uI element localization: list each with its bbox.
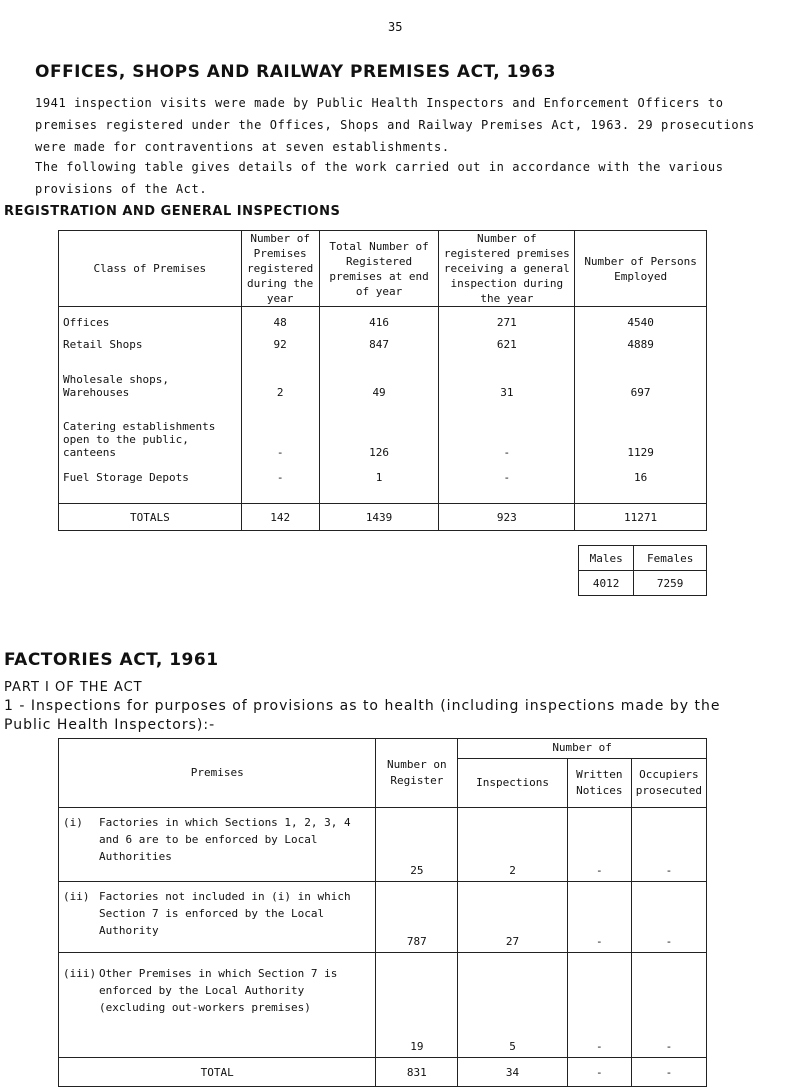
registered-cell: - — [241, 459, 319, 504]
table-row — [59, 399, 707, 459]
table-row — [59, 882, 707, 953]
factories-table — [58, 738, 707, 1087]
header-inspections: Inspections — [458, 758, 568, 807]
totals-prosecuted: - — [631, 1058, 706, 1087]
notices-cell: - — [567, 882, 631, 953]
total-cell: 416 — [319, 307, 439, 334]
header-employed: Number of Persons Employed — [575, 231, 707, 307]
registered-cell: 92 — [241, 333, 319, 355]
class-cell: Retail Shops — [59, 333, 242, 355]
employed-cell: 697 — [575, 355, 707, 399]
gender-table — [578, 545, 707, 596]
header-total-registered: Total Number of Registered premises at end of year — [319, 231, 439, 307]
totals-employed: 11271 — [575, 504, 707, 531]
females-value: 7259 — [634, 571, 707, 596]
inspection-cell: - — [439, 399, 575, 459]
heading-registration: REGISTRATION AND GENERAL INSPECTIONS — [4, 204, 341, 219]
males-value: 4012 — [579, 571, 634, 596]
prosecuted-cell: - — [631, 882, 706, 953]
employed-cell: 16 — [575, 459, 707, 504]
total-cell: 126 — [319, 399, 439, 459]
item-label: (iii) — [63, 967, 97, 980]
notices-cell: - — [567, 953, 631, 1058]
class-cell: Fuel Storage Depots — [59, 459, 242, 504]
totals-label: TOTALS — [59, 504, 242, 531]
registered-cell: 48 — [241, 307, 319, 334]
inspection-cell: 621 — [439, 333, 575, 355]
paragraph-inspection-visits: 1941 inspection visits were made by Public Health Inspectors and Enforcement Officers to premises registered under the Offices, Shops and Railway Premises Act, 1963. 29 prosecutions were made for contraventions at seven establishments. — [35, 96, 755, 154]
employed-cell: 4889 — [575, 333, 707, 355]
header-premises: Premises — [59, 739, 376, 808]
females-label: Females — [634, 546, 707, 571]
paragraph-following-table: The following table gives details of the work carried out in accordance with the various provisions of the Act. — [35, 160, 724, 196]
table-row — [59, 459, 707, 504]
inspections-intro: 1 - Inspections for purposes of provisions as to health (including inspections made by the Public Health Inspectors):- — [4, 698, 721, 733]
totals-row — [59, 504, 707, 531]
inspection-cell: 31 — [439, 355, 575, 399]
totals-registered: 142 — [241, 504, 319, 531]
item-text: Factories not included in (i) in which Section 7 is enforced by the Local Authority — [99, 890, 351, 937]
item-text: Other Premises in which Section 7 is enforced by the Local Authority (excluding out-workers premises) — [99, 967, 338, 1014]
header-registered-during: Number of Premises registered during the year — [241, 231, 319, 307]
totals-notices: - — [567, 1058, 631, 1087]
header-prosecuted: Occupiers prosecuted — [631, 758, 706, 807]
register-cell: 25 — [376, 808, 458, 882]
premises-cell — [59, 953, 376, 1058]
class-cell: Catering establishments open to the public, canteens — [59, 399, 242, 459]
inspection-cell: 271 — [439, 307, 575, 334]
totals-total: 1439 — [319, 504, 439, 531]
item-label: (ii) — [63, 890, 90, 903]
prosecuted-cell: - — [631, 953, 706, 1058]
item-text: Factories in which Sections 1, 2, 3, 4 and 6 are to be enforced by Local Authorities — [99, 816, 351, 863]
table-row — [59, 808, 707, 882]
inspections-cell: 27 — [458, 882, 568, 953]
header-class: Class of Premises — [59, 231, 242, 307]
total-cell: 49 — [319, 355, 439, 399]
inspections-cell: 5 — [458, 953, 568, 1058]
totals-row — [59, 1058, 707, 1087]
totals-register: 831 — [376, 1058, 458, 1087]
totals-inspections: 34 — [458, 1058, 568, 1087]
register-cell: 787 — [376, 882, 458, 953]
class-cell: Offices — [59, 307, 242, 334]
heading-offices-act: OFFICES, SHOPS AND RAILWAY PREMISES ACT, 1963 — [35, 62, 556, 82]
registration-table — [58, 230, 707, 531]
employed-cell: 4540 — [575, 307, 707, 334]
totals-inspection: 923 — [439, 504, 575, 531]
table-row — [59, 307, 707, 334]
header-number-of: Number of — [458, 739, 707, 759]
males-label: Males — [579, 546, 634, 571]
item-label: (i) — [63, 816, 83, 829]
page-number: 35 — [388, 20, 403, 34]
table-row — [59, 953, 707, 1058]
total-cell: 1 — [319, 459, 439, 504]
table-row — [59, 333, 707, 355]
prosecuted-cell: - — [631, 808, 706, 882]
header-register: Number on Register — [376, 739, 458, 808]
employed-cell: 1129 — [575, 399, 707, 459]
notices-cell: - — [567, 808, 631, 882]
table-row — [59, 355, 707, 399]
inspection-cell: - — [439, 459, 575, 504]
register-cell: 19 — [376, 953, 458, 1058]
totals-label: TOTAL — [59, 1058, 376, 1087]
registered-cell: 2 — [241, 355, 319, 399]
header-receiving-inspection: Number of registered premises receiving a general inspection during the year — [439, 231, 575, 307]
premises-cell — [59, 882, 376, 953]
premises-cell — [59, 808, 376, 882]
total-cell: 847 — [319, 333, 439, 355]
header-notices: Written Notices — [567, 758, 631, 807]
inspections-cell: 2 — [458, 808, 568, 882]
heading-factories-act: FACTORIES ACT, 1961 — [4, 650, 219, 670]
registered-cell: - — [241, 399, 319, 459]
heading-part-one: PART I OF THE ACT — [4, 680, 143, 695]
class-cell: Wholesale shops, Warehouses — [59, 355, 242, 399]
